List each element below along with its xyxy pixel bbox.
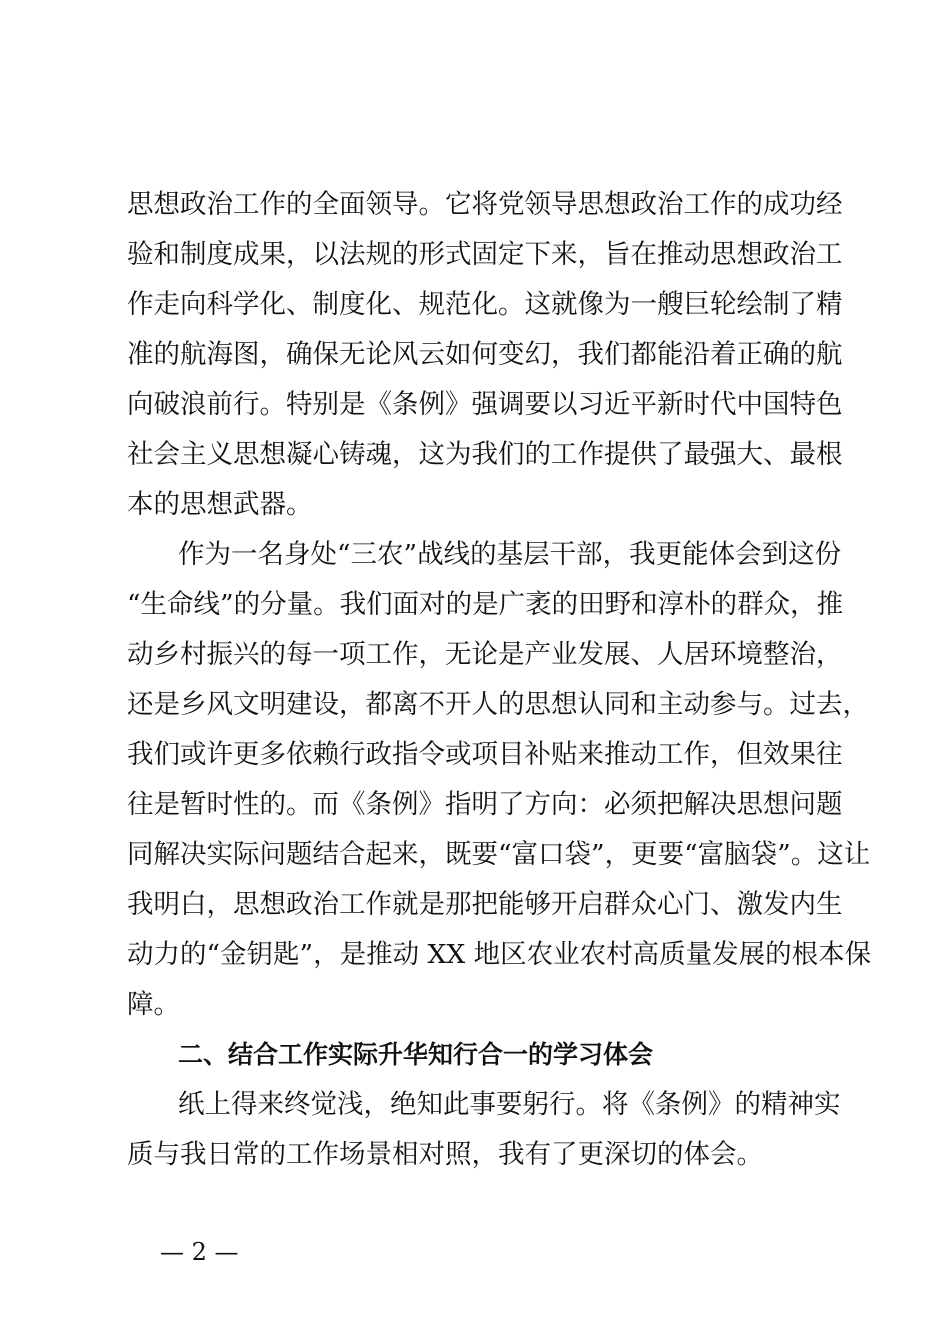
paragraph-2-line-10: 障。 <box>127 989 180 1020</box>
paragraph-1-line-5: 向破浪前行。特别是《条例》强调要以习近平新时代中国特色 <box>127 389 843 420</box>
paragraph-2-line-5: 我们或许更多依赖行政指令或项目补贴来推动工作，但效果往 <box>127 739 843 770</box>
paragraph-1-line-1: 思想政治工作的全面领导。它将党领导思想政治工作的成功经 <box>127 189 843 220</box>
page-number: — 2 — <box>160 1238 239 1266</box>
paragraph-2-line-7: 同解决实际问题结合起来，既要“富口袋”，更要“富脑袋”。这让 <box>127 839 871 870</box>
paragraph-1-line-4: 准的航海图，确保无论风云如何变幻，我们都能沿着正确的航 <box>127 339 843 370</box>
section-heading: 二、结合工作实际升华知行合一的学习体会 <box>178 1040 654 1069</box>
paragraph-2-line-3: 动乡村振兴的每一项工作，无论是产业发展、人居环境整治， <box>127 639 843 670</box>
paragraph-2-line-1: 作为一名身处“三农”战线的基层干部，我更能体会到这份 <box>178 539 842 570</box>
paragraph-1-line-6: 社会主义思想凝心铸魂，这为我们的工作提供了最强大、最根 <box>127 439 843 470</box>
paragraph-3-line-1: 纸上得来终觉浅，绝知此事要躬行。将《条例》的精神实 <box>178 1089 841 1120</box>
paragraph-3-line-2: 质与我日常的工作场景相对照，我有了更深切的体会。 <box>127 1139 763 1170</box>
paragraph-1-line-2: 验和制度成果，以法规的形式固定下来，旨在推动思想政治工 <box>127 239 843 270</box>
paragraph-1-line-3: 作走向科学化、制度化、规范化。这就像为一艘巨轮绘制了精 <box>127 289 843 320</box>
paragraph-2-line-2: “生命线”的分量。我们面对的是广袤的田野和淳朴的群众，推 <box>127 589 844 620</box>
paragraph-2-line-4: 还是乡风文明建设，都离不开人的思想认同和主动参与。过去， <box>127 689 869 720</box>
paragraph-2-line-9: 动力的“金钥匙”，是推动 XX 地区农业农村高质量发展的根本保 <box>127 939 872 970</box>
paragraph-1-line-7: 本的思想武器。 <box>127 489 313 520</box>
paragraph-2-line-8: 我明白，思想政治工作就是那把能够开启群众心门、激发内生 <box>127 889 843 920</box>
paragraph-2-line-6: 往是暂时性的。而《条例》指明了方向：必须把解决思想问题 <box>127 789 843 820</box>
